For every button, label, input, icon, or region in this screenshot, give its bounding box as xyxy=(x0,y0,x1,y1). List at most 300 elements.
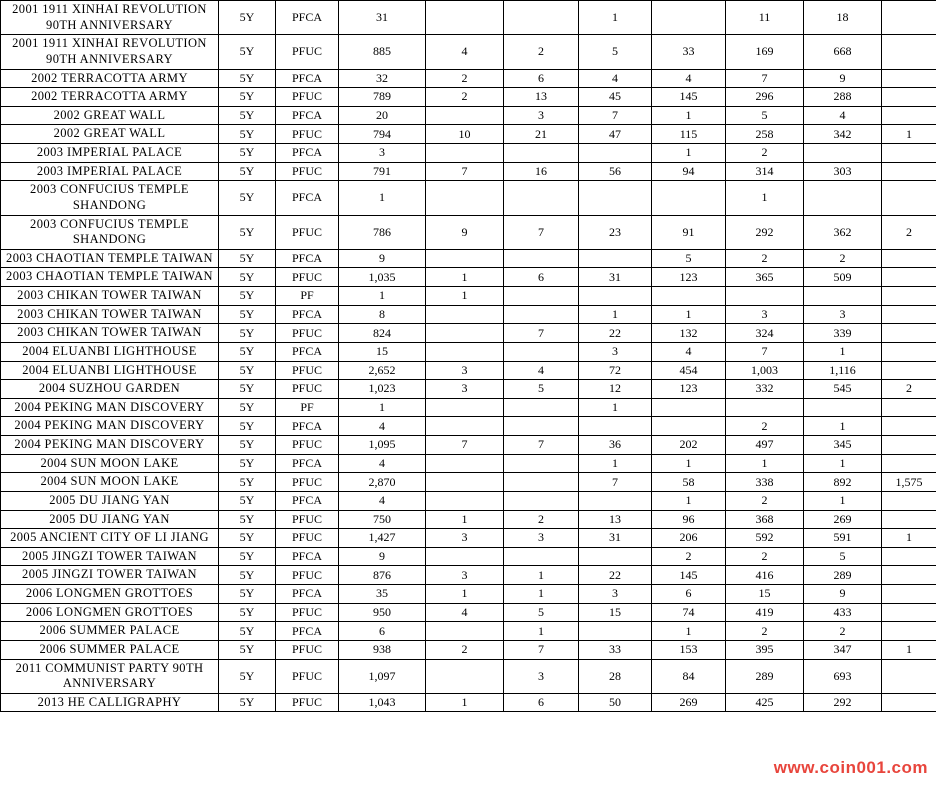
cell-v1: 4 xyxy=(339,491,426,510)
cell-name: 2004 ELUANBI LIGHTHOUSE xyxy=(1,361,219,380)
cell-v5: 84 xyxy=(652,659,726,693)
cell-v2: 7 xyxy=(426,436,504,455)
cell-v4 xyxy=(579,622,652,641)
cell-v8 xyxy=(882,566,936,585)
cell-v2 xyxy=(426,249,504,268)
cell-v3: 3 xyxy=(504,106,579,125)
cell-name: 2005 JINGZI TOWER TAIWAN xyxy=(1,566,219,585)
cell-v7: 509 xyxy=(804,268,882,287)
cell-name: 2005 DU JIANG YAN xyxy=(1,491,219,510)
cell-v3: 1 xyxy=(504,585,579,604)
cell-v8 xyxy=(882,417,936,436)
cell-v8 xyxy=(882,249,936,268)
cell-v6: 7 xyxy=(726,69,804,88)
cell-v3: 7 xyxy=(504,436,579,455)
cell-v6: 2 xyxy=(726,144,804,163)
cell-name: 2004 PEKING MAN DISCOVERY xyxy=(1,436,219,455)
cell-v2: 7 xyxy=(426,162,504,181)
cell-v5: 5 xyxy=(652,249,726,268)
table-row xyxy=(1,361,936,380)
cell-v7: 1 xyxy=(804,417,882,436)
cell-v4: 1 xyxy=(579,305,652,324)
cell-v4 xyxy=(579,547,652,566)
cell-v2 xyxy=(426,305,504,324)
cell-v1: 950 xyxy=(339,603,426,622)
cell-v4: 3 xyxy=(579,585,652,604)
cell-v5 xyxy=(652,1,726,35)
cell-v8 xyxy=(882,436,936,455)
cell-v8 xyxy=(882,69,936,88)
cell-v6: 2 xyxy=(726,491,804,510)
cell-v8 xyxy=(882,144,936,163)
cell-v3: 6 xyxy=(504,693,579,712)
cell-v5: 123 xyxy=(652,268,726,287)
table-row xyxy=(1,585,936,604)
cell-v4: 50 xyxy=(579,693,652,712)
cell-name: 2003 CHIKAN TOWER TAIWAN xyxy=(1,287,219,306)
cell-code: PFCA xyxy=(276,622,339,641)
cell-v5: 33 xyxy=(652,35,726,69)
cell-v4: 4 xyxy=(579,69,652,88)
cell-v6: 338 xyxy=(726,473,804,492)
cell-v7: 5 xyxy=(804,547,882,566)
cell-v4 xyxy=(579,181,652,215)
cell-name: 2004 SUN MOON LAKE xyxy=(1,454,219,473)
cell-v4: 12 xyxy=(579,380,652,399)
table-row xyxy=(1,693,936,712)
cell-v4: 28 xyxy=(579,659,652,693)
cell-v1: 3 xyxy=(339,144,426,163)
cell-v6: 15 xyxy=(726,585,804,604)
cell-v4: 3 xyxy=(579,342,652,361)
cell-v8: 1 xyxy=(882,640,936,659)
cell-v4 xyxy=(579,249,652,268)
cell-v3 xyxy=(504,144,579,163)
table-row xyxy=(1,603,936,622)
cell-term: 5Y xyxy=(219,603,276,622)
cell-v3: 6 xyxy=(504,69,579,88)
cell-v4: 13 xyxy=(579,510,652,529)
cell-v8 xyxy=(882,547,936,566)
cell-v4 xyxy=(579,417,652,436)
cell-v4: 72 xyxy=(579,361,652,380)
cell-v1: 791 xyxy=(339,162,426,181)
cell-v8 xyxy=(882,181,936,215)
cell-v1: 32 xyxy=(339,69,426,88)
cell-v4: 7 xyxy=(579,473,652,492)
cell-term: 5Y xyxy=(219,436,276,455)
cell-v3: 4 xyxy=(504,361,579,380)
table-row xyxy=(1,215,936,249)
cell-name: 2013 HE CALLIGRAPHY xyxy=(1,693,219,712)
table-row xyxy=(1,287,936,306)
cell-v6: 292 xyxy=(726,215,804,249)
cell-code: PFUC xyxy=(276,361,339,380)
table-row xyxy=(1,106,936,125)
cell-v3: 7 xyxy=(504,640,579,659)
cell-v5: 145 xyxy=(652,88,726,107)
cell-v7: 2 xyxy=(804,622,882,641)
cell-v7 xyxy=(804,144,882,163)
cell-v5: 58 xyxy=(652,473,726,492)
cell-v4: 15 xyxy=(579,603,652,622)
cell-v2 xyxy=(426,342,504,361)
cell-v1: 789 xyxy=(339,88,426,107)
cell-name: 2002 TERRACOTTA ARMY xyxy=(1,88,219,107)
cell-v8 xyxy=(882,162,936,181)
cell-v7: 668 xyxy=(804,35,882,69)
cell-v7 xyxy=(804,181,882,215)
cell-v7: 693 xyxy=(804,659,882,693)
cell-v2: 3 xyxy=(426,529,504,548)
cell-v3: 7 xyxy=(504,215,579,249)
cell-v1: 1 xyxy=(339,181,426,215)
cell-name: 2011 COMMUNIST PARTY 90TH ANNIVERSARY xyxy=(1,659,219,693)
cell-v8: 2 xyxy=(882,380,936,399)
cell-name: 2005 ANCIENT CITY OF LI JIANG xyxy=(1,529,219,548)
table-row xyxy=(1,144,936,163)
cell-v8 xyxy=(882,585,936,604)
cell-term: 5Y xyxy=(219,35,276,69)
cell-code: PFUC xyxy=(276,529,339,548)
cell-v7: 347 xyxy=(804,640,882,659)
cell-v5: 94 xyxy=(652,162,726,181)
cell-v2: 1 xyxy=(426,510,504,529)
cell-code: PFCA xyxy=(276,144,339,163)
table-row xyxy=(1,342,936,361)
cell-v2: 3 xyxy=(426,566,504,585)
cell-v6: 2 xyxy=(726,547,804,566)
cell-name: 2002 TERRACOTTA ARMY xyxy=(1,69,219,88)
cell-code: PFUC xyxy=(276,324,339,343)
cell-v1: 6 xyxy=(339,622,426,641)
cell-v6: 1,003 xyxy=(726,361,804,380)
cell-term: 5Y xyxy=(219,585,276,604)
cell-v3: 16 xyxy=(504,162,579,181)
cell-v5: 96 xyxy=(652,510,726,529)
table-row xyxy=(1,473,936,492)
cell-v5: 454 xyxy=(652,361,726,380)
cell-code: PFCA xyxy=(276,585,339,604)
cell-v8 xyxy=(882,361,936,380)
cell-code: PFCA xyxy=(276,491,339,510)
cell-v2 xyxy=(426,547,504,566)
table-row xyxy=(1,380,936,399)
cell-code: PFCA xyxy=(276,181,339,215)
cell-v8 xyxy=(882,491,936,510)
cell-term: 5Y xyxy=(219,566,276,585)
cell-v7: 9 xyxy=(804,585,882,604)
cell-term: 5Y xyxy=(219,287,276,306)
cell-v5: 1 xyxy=(652,106,726,125)
cell-name: 2003 CHAOTIAN TEMPLE TAIWAN xyxy=(1,268,219,287)
cell-v2: 10 xyxy=(426,125,504,144)
cell-v1: 1,095 xyxy=(339,436,426,455)
cell-v6: 1 xyxy=(726,181,804,215)
cell-v2: 3 xyxy=(426,361,504,380)
cell-v2 xyxy=(426,491,504,510)
cell-v3 xyxy=(504,249,579,268)
cell-term: 5Y xyxy=(219,268,276,287)
cell-v5: 1 xyxy=(652,454,726,473)
cell-v5: 115 xyxy=(652,125,726,144)
cell-v1: 876 xyxy=(339,566,426,585)
cell-v8 xyxy=(882,268,936,287)
cell-v3 xyxy=(504,417,579,436)
cell-v7: 591 xyxy=(804,529,882,548)
cell-v3 xyxy=(504,547,579,566)
cell-v6: 425 xyxy=(726,693,804,712)
cell-v6: 289 xyxy=(726,659,804,693)
cell-code: PFUC xyxy=(276,88,339,107)
cell-v2 xyxy=(426,659,504,693)
cell-v2: 2 xyxy=(426,88,504,107)
cell-v7: 545 xyxy=(804,380,882,399)
cell-v6: 368 xyxy=(726,510,804,529)
cell-v2 xyxy=(426,106,504,125)
cell-v2: 2 xyxy=(426,640,504,659)
cell-v5 xyxy=(652,181,726,215)
cell-v7: 292 xyxy=(804,693,882,712)
cell-v3: 21 xyxy=(504,125,579,144)
cell-term: 5Y xyxy=(219,529,276,548)
cell-v7 xyxy=(804,287,882,306)
cell-v3: 5 xyxy=(504,603,579,622)
cell-v4: 5 xyxy=(579,35,652,69)
cell-code: PFUC xyxy=(276,603,339,622)
table-row xyxy=(1,529,936,548)
cell-term: 5Y xyxy=(219,454,276,473)
cell-term: 5Y xyxy=(219,659,276,693)
cell-term: 5Y xyxy=(219,305,276,324)
cell-v2 xyxy=(426,622,504,641)
cell-v4 xyxy=(579,287,652,306)
cell-name: 2002 GREAT WALL xyxy=(1,125,219,144)
cell-v6: 365 xyxy=(726,268,804,287)
cell-code: PFUC xyxy=(276,215,339,249)
cell-v1: 20 xyxy=(339,106,426,125)
cell-v1: 824 xyxy=(339,324,426,343)
cell-v3: 2 xyxy=(504,510,579,529)
cell-v8 xyxy=(882,88,936,107)
cell-v8 xyxy=(882,1,936,35)
cell-v3: 3 xyxy=(504,529,579,548)
cell-v2: 3 xyxy=(426,380,504,399)
cell-v2 xyxy=(426,324,504,343)
cell-v4: 45 xyxy=(579,88,652,107)
cell-v3 xyxy=(504,454,579,473)
cell-v4 xyxy=(579,144,652,163)
cell-v8 xyxy=(882,35,936,69)
cell-v6: 2 xyxy=(726,249,804,268)
cell-v7: 2 xyxy=(804,249,882,268)
cell-name: 2003 IMPERIAL PALACE xyxy=(1,162,219,181)
cell-v2 xyxy=(426,1,504,35)
table-row xyxy=(1,268,936,287)
cell-v8 xyxy=(882,659,936,693)
cell-v7: 433 xyxy=(804,603,882,622)
cell-v3 xyxy=(504,287,579,306)
table-row xyxy=(1,305,936,324)
cell-v6: 497 xyxy=(726,436,804,455)
cell-v1: 4 xyxy=(339,417,426,436)
cell-v6: 169 xyxy=(726,35,804,69)
cell-v5: 2 xyxy=(652,547,726,566)
table-row xyxy=(1,436,936,455)
table-row xyxy=(1,35,936,69)
cell-v5: 6 xyxy=(652,585,726,604)
cell-v5: 206 xyxy=(652,529,726,548)
cell-term: 5Y xyxy=(219,640,276,659)
cell-v6 xyxy=(726,287,804,306)
cell-v1: 794 xyxy=(339,125,426,144)
cell-v8 xyxy=(882,603,936,622)
cell-code: PFCA xyxy=(276,417,339,436)
cell-v1: 1 xyxy=(339,398,426,417)
cell-v8: 1 xyxy=(882,125,936,144)
cell-v2 xyxy=(426,398,504,417)
table-row xyxy=(1,1,936,35)
cell-code: PFUC xyxy=(276,566,339,585)
cell-v7: 1,116 xyxy=(804,361,882,380)
cell-v8 xyxy=(882,693,936,712)
cell-code: PFUC xyxy=(276,659,339,693)
cell-v4: 47 xyxy=(579,125,652,144)
cell-name: 2001 1911 XINHAI REVOLUTION 90TH ANNIVERSARY xyxy=(1,35,219,69)
cell-v4: 7 xyxy=(579,106,652,125)
cell-v3: 2 xyxy=(504,35,579,69)
cell-code: PFCA xyxy=(276,106,339,125)
cell-code: PFUC xyxy=(276,125,339,144)
cell-term: 5Y xyxy=(219,622,276,641)
cell-v1: 1,035 xyxy=(339,268,426,287)
table-row xyxy=(1,659,936,693)
cell-name: 2003 CONFUCIUS TEMPLE SHANDONG xyxy=(1,181,219,215)
cell-v3 xyxy=(504,305,579,324)
cell-name: 2003 CHIKAN TOWER TAIWAN xyxy=(1,324,219,343)
cell-v6: 314 xyxy=(726,162,804,181)
cell-v1: 15 xyxy=(339,342,426,361)
table-row xyxy=(1,640,936,659)
cell-term: 5Y xyxy=(219,342,276,361)
cell-v5: 145 xyxy=(652,566,726,585)
cell-v7: 1 xyxy=(804,454,882,473)
cell-term: 5Y xyxy=(219,380,276,399)
cell-name: 2004 ELUANBI LIGHTHOUSE xyxy=(1,342,219,361)
cell-v7: 288 xyxy=(804,88,882,107)
cell-v4: 22 xyxy=(579,324,652,343)
cell-v6: 296 xyxy=(726,88,804,107)
cell-name: 2003 IMPERIAL PALACE xyxy=(1,144,219,163)
cell-code: PFUC xyxy=(276,640,339,659)
cell-v3 xyxy=(504,473,579,492)
cell-v3: 6 xyxy=(504,268,579,287)
cell-v7: 289 xyxy=(804,566,882,585)
cell-code: PFCA xyxy=(276,342,339,361)
table-row xyxy=(1,417,936,436)
table-body xyxy=(1,1,936,712)
cell-v3 xyxy=(504,181,579,215)
table-row xyxy=(1,162,936,181)
cell-v4: 31 xyxy=(579,529,652,548)
cell-v5: 1 xyxy=(652,144,726,163)
cell-v2: 1 xyxy=(426,693,504,712)
cell-term: 5Y xyxy=(219,547,276,566)
cell-term: 5Y xyxy=(219,106,276,125)
cell-v6: 324 xyxy=(726,324,804,343)
cell-v6: 1 xyxy=(726,454,804,473)
cell-term: 5Y xyxy=(219,693,276,712)
table-row xyxy=(1,491,936,510)
cell-v7: 342 xyxy=(804,125,882,144)
cell-v7: 303 xyxy=(804,162,882,181)
cell-v4: 36 xyxy=(579,436,652,455)
cell-v4: 1 xyxy=(579,1,652,35)
cell-v6: 395 xyxy=(726,640,804,659)
cell-name: 2002 GREAT WALL xyxy=(1,106,219,125)
cell-name: 2005 JINGZI TOWER TAIWAN xyxy=(1,547,219,566)
cell-term: 5Y xyxy=(219,491,276,510)
cell-v8 xyxy=(882,454,936,473)
cell-v8 xyxy=(882,622,936,641)
cell-code: PFUC xyxy=(276,268,339,287)
cell-v1: 2,652 xyxy=(339,361,426,380)
cell-name: 2003 CHIKAN TOWER TAIWAN xyxy=(1,305,219,324)
cell-name: 2001 1911 XINHAI REVOLUTION 90TH ANNIVERSARY xyxy=(1,1,219,35)
cell-v6: 7 xyxy=(726,342,804,361)
cell-v7: 339 xyxy=(804,324,882,343)
cell-v5: 202 xyxy=(652,436,726,455)
table-row xyxy=(1,125,936,144)
cell-code: PFUC xyxy=(276,162,339,181)
cell-code: PF xyxy=(276,287,339,306)
cell-v1: 1,043 xyxy=(339,693,426,712)
table-row xyxy=(1,249,936,268)
cell-name: 2003 CONFUCIUS TEMPLE SHANDONG xyxy=(1,215,219,249)
cell-v5: 153 xyxy=(652,640,726,659)
cell-v8 xyxy=(882,510,936,529)
cell-term: 5Y xyxy=(219,125,276,144)
cell-v5: 4 xyxy=(652,69,726,88)
cell-v8: 1,575 xyxy=(882,473,936,492)
cell-v5 xyxy=(652,398,726,417)
cell-v8: 2 xyxy=(882,215,936,249)
cell-term: 5Y xyxy=(219,215,276,249)
cell-v3 xyxy=(504,1,579,35)
cell-v2: 2 xyxy=(426,69,504,88)
cell-v7 xyxy=(804,398,882,417)
table-row xyxy=(1,181,936,215)
cell-term: 5Y xyxy=(219,249,276,268)
cell-v5: 74 xyxy=(652,603,726,622)
cell-v2 xyxy=(426,181,504,215)
cell-name: 2006 LONGMEN GROTTOES xyxy=(1,603,219,622)
cell-name: 2006 SUMMER PALACE xyxy=(1,640,219,659)
cell-v4 xyxy=(579,491,652,510)
cell-v1: 1,023 xyxy=(339,380,426,399)
table-row xyxy=(1,510,936,529)
cell-v6: 592 xyxy=(726,529,804,548)
cell-v1: 885 xyxy=(339,35,426,69)
cell-term: 5Y xyxy=(219,1,276,35)
cell-code: PFCA xyxy=(276,454,339,473)
cell-v2 xyxy=(426,144,504,163)
cell-code: PFUC xyxy=(276,693,339,712)
cell-code: PFUC xyxy=(276,510,339,529)
cell-v6: 11 xyxy=(726,1,804,35)
cell-term: 5Y xyxy=(219,417,276,436)
cell-v4: 33 xyxy=(579,640,652,659)
